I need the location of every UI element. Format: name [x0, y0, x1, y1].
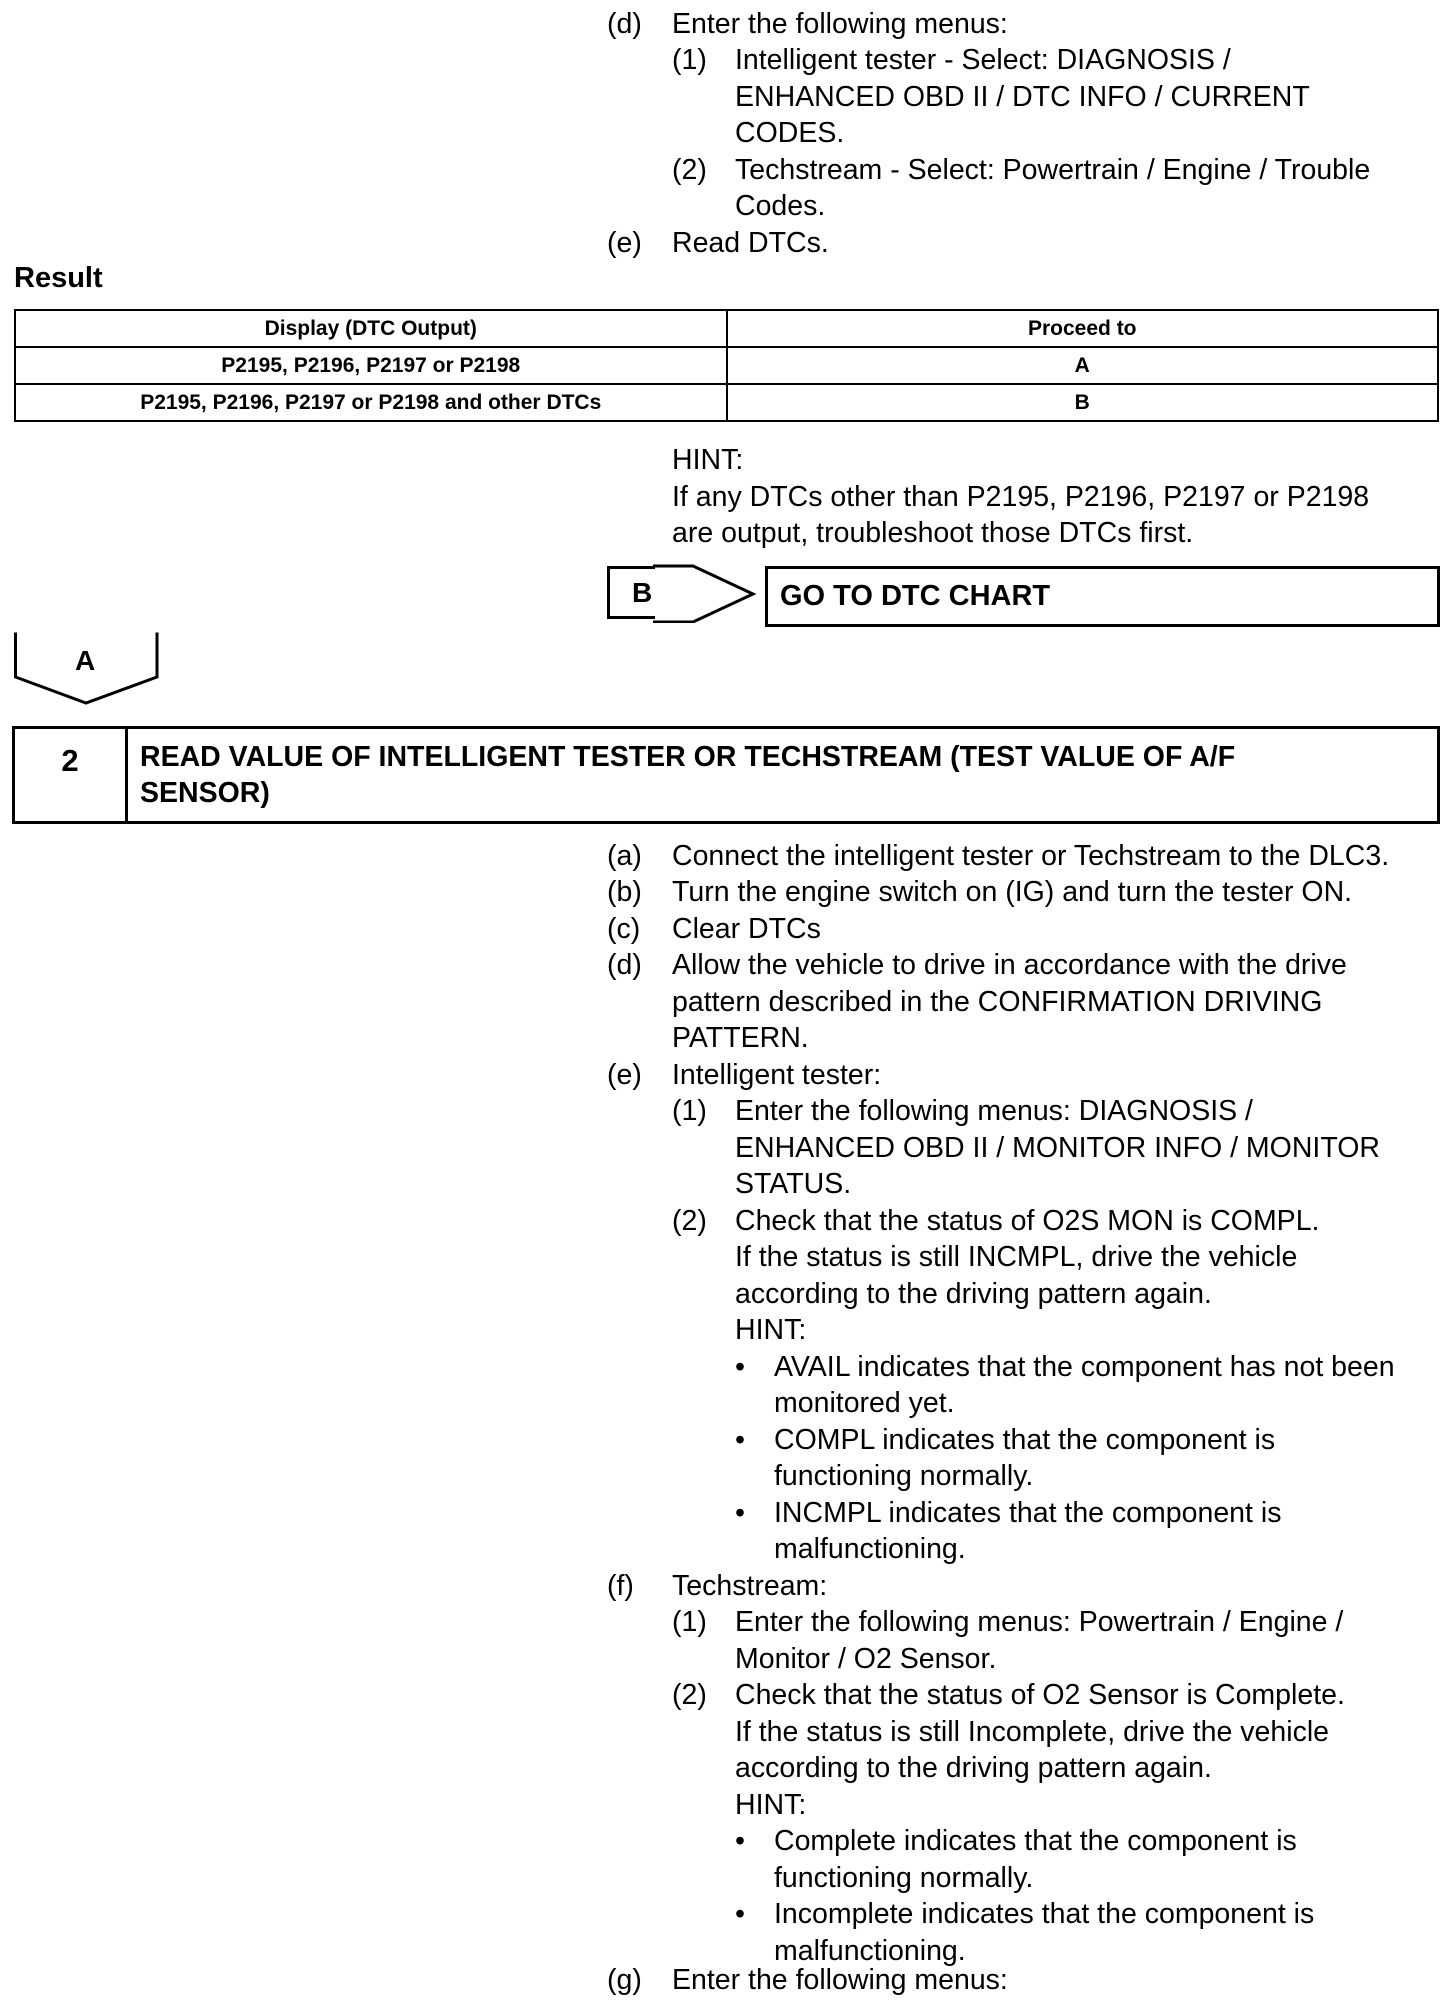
proc-f1-line-2: Monitor / O2 Sensor. [735, 1643, 997, 1675]
table-row [15, 347, 1438, 384]
f2-bullet-2-line-1: Incomplete indicates that the component is [774, 1898, 1315, 1930]
proc-a-text: Connect the intelligent tester or Techstream to the DLC3. [672, 840, 1390, 872]
table-row [15, 384, 1438, 421]
proc-e2-hint: HINT: [735, 1314, 807, 1346]
table-cell: B [727, 384, 1439, 421]
result-title: Result [14, 262, 103, 294]
proc-f2-line-1: Check that the status of O2 Sensor is Complete. [735, 1679, 1345, 1711]
proc-e2-line-1: Check that the status of O2S MON is COMPL. [735, 1205, 1320, 1237]
branch-b-box [607, 566, 655, 619]
step-e-text: Read DTCs. [672, 227, 829, 259]
proc-g-label: (g) [607, 1964, 642, 1996]
step-2-title [140, 739, 1235, 811]
bullet-icon: • [735, 1825, 745, 1857]
substep-d2-line-1: Techstream - Select: Powertrain / Engine / Trouble [735, 154, 1371, 186]
table-cell: A [727, 347, 1439, 384]
substep-d2-line-2: Codes. [735, 190, 826, 222]
proc-f-text: Techstream: [672, 1570, 828, 1602]
proc-e1-line-3: STATUS. [735, 1168, 852, 1200]
proc-d-line-3: PATTERN. [672, 1022, 809, 1054]
proc-f1-label: (1) [672, 1606, 707, 1638]
e2-bullet-2-line-1: COMPL indicates that the component is [774, 1424, 1276, 1456]
proc-e1-line-1: Enter the following menus: DIAGNOSIS / [735, 1095, 1253, 1127]
f2-bullet-1-line-2: functioning normally. [774, 1862, 1034, 1894]
goto-dtc-chart-label: GO TO DTC CHART [780, 580, 1051, 612]
proc-e2-line-3: according to the driving pattern again. [735, 1278, 1212, 1310]
proc-f1-line-1: Enter the following menus: Powertrain / Engine / [735, 1606, 1344, 1638]
bullet-icon: • [735, 1898, 745, 1930]
step-2-header [12, 726, 1440, 824]
hint-line-1: If any DTCs other than P2195, P2196, P2197 or P2198 [672, 481, 1370, 513]
proc-c-label: (c) [607, 913, 641, 945]
table-cell: P2195, P2196, P2197 or P2198 [15, 347, 727, 384]
proc-d-label: (d) [607, 949, 642, 981]
proc-f-label: (f) [607, 1570, 634, 1602]
f2-bullet-2-line-2: malfunctioning. [774, 1935, 966, 1967]
proc-c-text: Clear DTCs [672, 913, 821, 945]
table-header-display: Display (DTC Output) [15, 310, 727, 347]
step-2-number: 2 [15, 729, 128, 821]
step-2-title-line-1: READ VALUE OF INTELLIGENT TESTER OR TECHSTREAM (TEST VALUE OF A/F [140, 741, 1236, 773]
proc-e1-line-2: ENHANCED OBD II / MONITOR INFO / MONITOR [735, 1132, 1380, 1164]
substep-d2-label: (2) [672, 154, 707, 186]
hint-line-2: are output, troubleshoot those DTCs first. [672, 517, 1194, 549]
proc-e1-label: (1) [672, 1095, 707, 1127]
substep-d1-label: (1) [672, 44, 707, 76]
proc-f2-label: (2) [672, 1679, 707, 1711]
proc-f2-line-3: according to the driving pattern again. [735, 1752, 1212, 1784]
proc-e-text: Intelligent tester: [672, 1059, 882, 1091]
bullet-icon: • [735, 1424, 745, 1456]
e2-bullet-2-line-2: functioning normally. [774, 1460, 1034, 1492]
proc-g-text: Enter the following menus: [672, 1964, 1008, 1996]
hint-title: HINT: [672, 444, 744, 476]
e2-bullet-1-line-1: AVAIL indicates that the component has not been [774, 1351, 1395, 1383]
bullet-icon: • [735, 1351, 745, 1383]
proc-e2-label: (2) [672, 1205, 707, 1237]
proc-f2-hint: HINT: [735, 1789, 807, 1821]
proc-a-label: (a) [607, 840, 642, 872]
step-e-label: (e) [607, 227, 642, 259]
proc-b-label: (b) [607, 876, 642, 908]
step-d-label: (d) [607, 8, 642, 40]
branch-b-label: B [632, 577, 653, 608]
step-d-text: Enter the following menus: [672, 8, 1008, 40]
table-header-row [15, 310, 1438, 347]
bullet-icon: • [735, 1497, 745, 1529]
substep-d1-line-3: CODES. [735, 117, 845, 149]
result-table [14, 309, 1439, 422]
proc-e-label: (e) [607, 1059, 642, 1091]
proc-d-line-2: pattern described in the CONFIRMATION DRIVING [672, 986, 1323, 1018]
e2-bullet-3-line-1: INCMPL indicates that the component is [774, 1497, 1282, 1529]
proc-f2-line-2: If the status is still Incomplete, drive the vehicle [735, 1716, 1330, 1748]
branch-a-label: A [75, 645, 96, 676]
proc-d-line-1: Allow the vehicle to drive in accordance with the drive [672, 949, 1347, 981]
step-2-title-line-2: SENSOR) [140, 777, 270, 809]
substep-d1-line-2: ENHANCED OBD II / DTC INFO / CURRENT [735, 81, 1310, 113]
table-cell: P2195, P2196, P2197 or P2198 and other DTCs [15, 384, 727, 421]
e2-bullet-3-line-2: malfunctioning. [774, 1533, 966, 1565]
substep-d1-line-1: Intelligent tester - Select: DIAGNOSIS / [735, 44, 1231, 76]
table-header-proceed: Proceed to [727, 310, 1439, 347]
goto-dtc-chart-box[interactable] [765, 566, 1440, 627]
f2-bullet-1-line-1: Complete indicates that the component is [774, 1825, 1297, 1857]
branch-b-arrow-icon [653, 563, 768, 623]
e2-bullet-1-line-2: monitored yet. [774, 1387, 955, 1419]
proc-e2-line-2: If the status is still INCMPL, drive the vehicle [735, 1241, 1298, 1273]
proc-b-text: Turn the engine switch on (IG) and turn the tester ON. [672, 876, 1353, 908]
